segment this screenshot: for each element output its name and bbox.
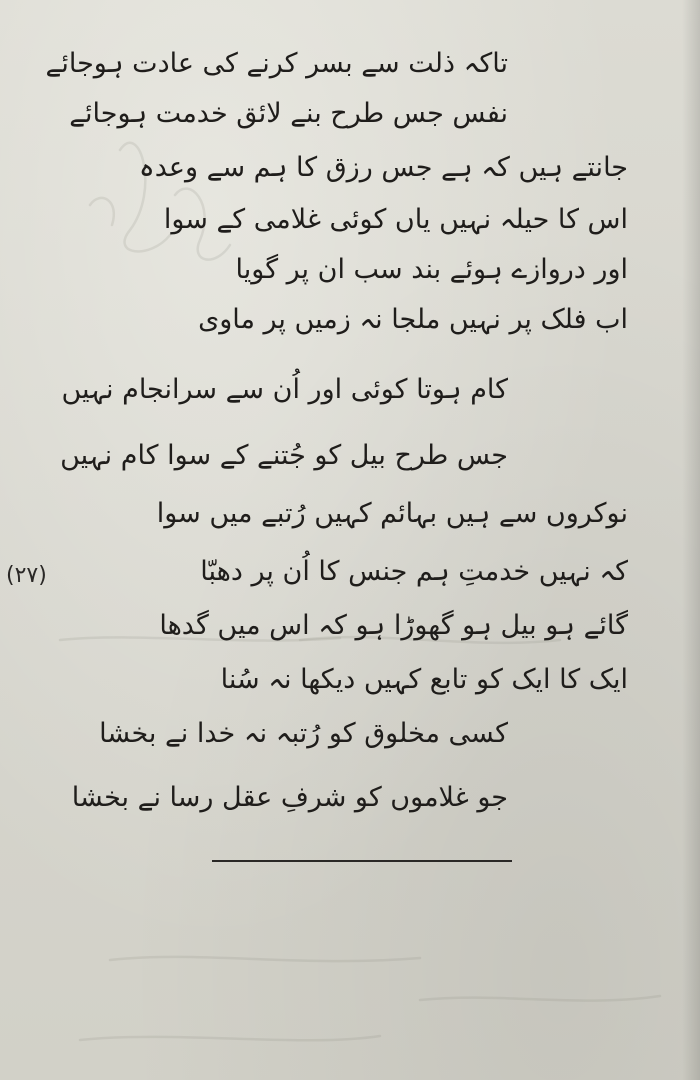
page-edge-shadow (682, 0, 700, 1080)
verse-line: اور دروازے ہوئے بند سب ان پر گویا (235, 254, 628, 285)
verse-line: نوکروں سے ہیں بہائم کہیں رُتبے میں سوا (156, 498, 628, 529)
section-divider (212, 860, 512, 862)
verse-line: ایک کا ایک کو تابع کہیں دیکھا نہ سُنا (220, 664, 628, 695)
verse-line: کام ہوتا کوئی اور اُن سے سرانجام نہیں (61, 374, 508, 405)
verse-line: کہ نہیں خدمتِ ہم جنس کا اُن پر دھبّا (200, 556, 628, 587)
page-number: (۲۷) (6, 563, 47, 588)
verse-line: اس کا حیلہ نہیں یاں کوئی غلامی کے سوا (163, 204, 628, 235)
verse-line: جانتے ہیں کہ ہے جس رزق کا ہم سے وعدہ (138, 152, 628, 183)
verse-line: گائے ہو بیل ہو گھوڑا ہو کہ اس میں گدھا (159, 610, 628, 641)
verse-line: اب فلک پر نہیں ملجا نہ زمیں پر ماوی (198, 304, 628, 335)
verse-line: جس طرح بیل کو جُتنے کے سوا کام نہیں (60, 440, 508, 471)
verse-line: جو غلاموں کو شرفِ عقل رسا نے بخشا (71, 782, 508, 813)
verse-line: کسی مخلوق کو رُتبہ نہ خدا نے بخشا (99, 718, 508, 749)
verse-line: تاکہ ذلت سے بسر کرنے کی عادت ہوجائے (45, 48, 508, 79)
verse-line: نفس جس طرح بنے لائق خدمت ہوجائے (69, 98, 508, 129)
